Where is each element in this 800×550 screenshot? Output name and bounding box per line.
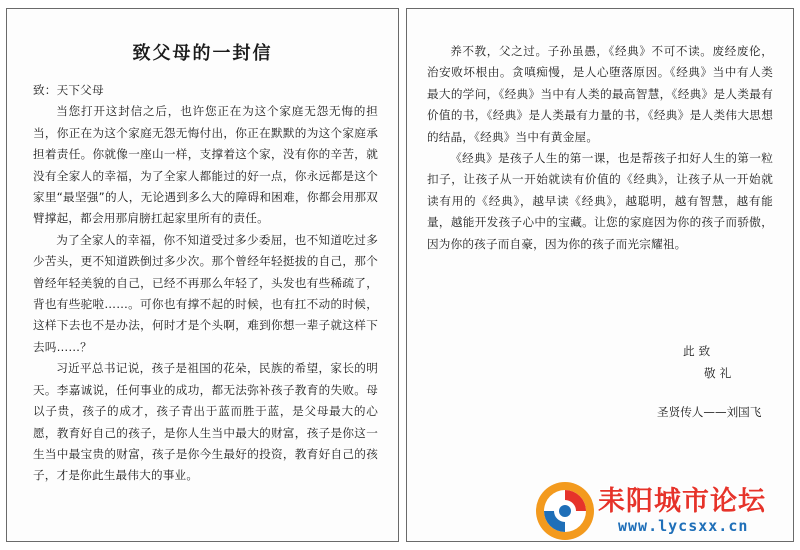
forum-url: www.lycsxx.cn — [618, 517, 749, 535]
salutation: 致：天下父母 — [33, 83, 104, 97]
letter-page-right — [406, 8, 794, 542]
forum-name: 耒阳城市论坛 — [598, 486, 766, 517]
forum-watermark — [532, 478, 796, 544]
paragraph: 当您打开这封信之后，也许您正在为这个家庭无怨无悔的担当，你正在为这个家庭无怨无悔付出，你正在默默的为这个家庭承担着责任。你就像一座山一样，支撑着这个家，没有你的辛苦，就没有全家人的幸福，为了全家人都能过的好一点，你永远都是这个家里“最坚强”的人，无论遇到多么大的障碍和困难，你都会用那双臂撑起，都会用那肩膀扛起家里所有的责任。 — [33, 104, 378, 226]
letter-title: 致父母的一封信 — [132, 43, 273, 64]
closing-line-1: 此致 — [683, 344, 715, 358]
letter-body-left — [33, 80, 378, 487]
paragraph: 为了全家人的幸福，你不知道受过多少委屈，也不知道吃过多少苦头，更不知道跌倒过多少次。那个曾经年轻挺拔的自己，那个曾经年轻美貌的自己，已经不再那么年轻了，头发也有些稀疏了，背也有些驼啦……。可你也有撑不起的时候，也有扛不动的时候，这样下去也不是办法，何时才是个头啊，难到你想一辈子就这样下去吗……？ — [33, 232, 378, 354]
paragraph: 习近平总书记说，孩子是祖国的花朵，民族的希望，家长的明天。李嘉诚说，任何事业的成功，都无法弥补孩子教育的失败。母以子贵，孩子的成才，孩子青出于蓝而胜于蓝，是父母最大的心愿，教育好自己的孩子，是你人生当中最大的财富，孩子是你这一生当中最宝贵的财富，孩子是你今生最好的投资，教育好自己的孩子，才是你此生最伟大的事业。 — [33, 361, 378, 483]
signature: 圣贤传人——刘国飞 — [657, 405, 762, 419]
paragraph: 《经典》是孩子人生的第一课，也是帮孩子扣好人生的第一粒扣子，让孩子从一开始就读有价值的《经典》，让孩子从一开始就读有用的《经典》，越早读《经典》，越聪明，越有智慧，越有能量，越能开发孩子心中的宝藏。让您的家庭因为你的孩子而骄傲，因为你的孩子而自豪，因为你的孩子而光宗耀祖。 — [427, 151, 773, 251]
closing-line-2: 敬礼 — [704, 366, 736, 380]
paragraph: 养不教，父之过。子孙虽愚，《经典》不可不读。废经废伦，治安败坏根由。贪嗔痴慢，是人心堕落原因。《经典》当中有人类最大的学问，《经典》当中有人类的最高智慧，《经典》是人类最有价值的书，《经典》是人类最有力量的书，《经典》是人类伟大思想的结晶，《经典》当中有黄金屋。 — [427, 44, 773, 144]
letter-page-left — [6, 8, 399, 542]
forum-logo-icon — [532, 478, 598, 544]
letter-body-right — [427, 41, 773, 255]
